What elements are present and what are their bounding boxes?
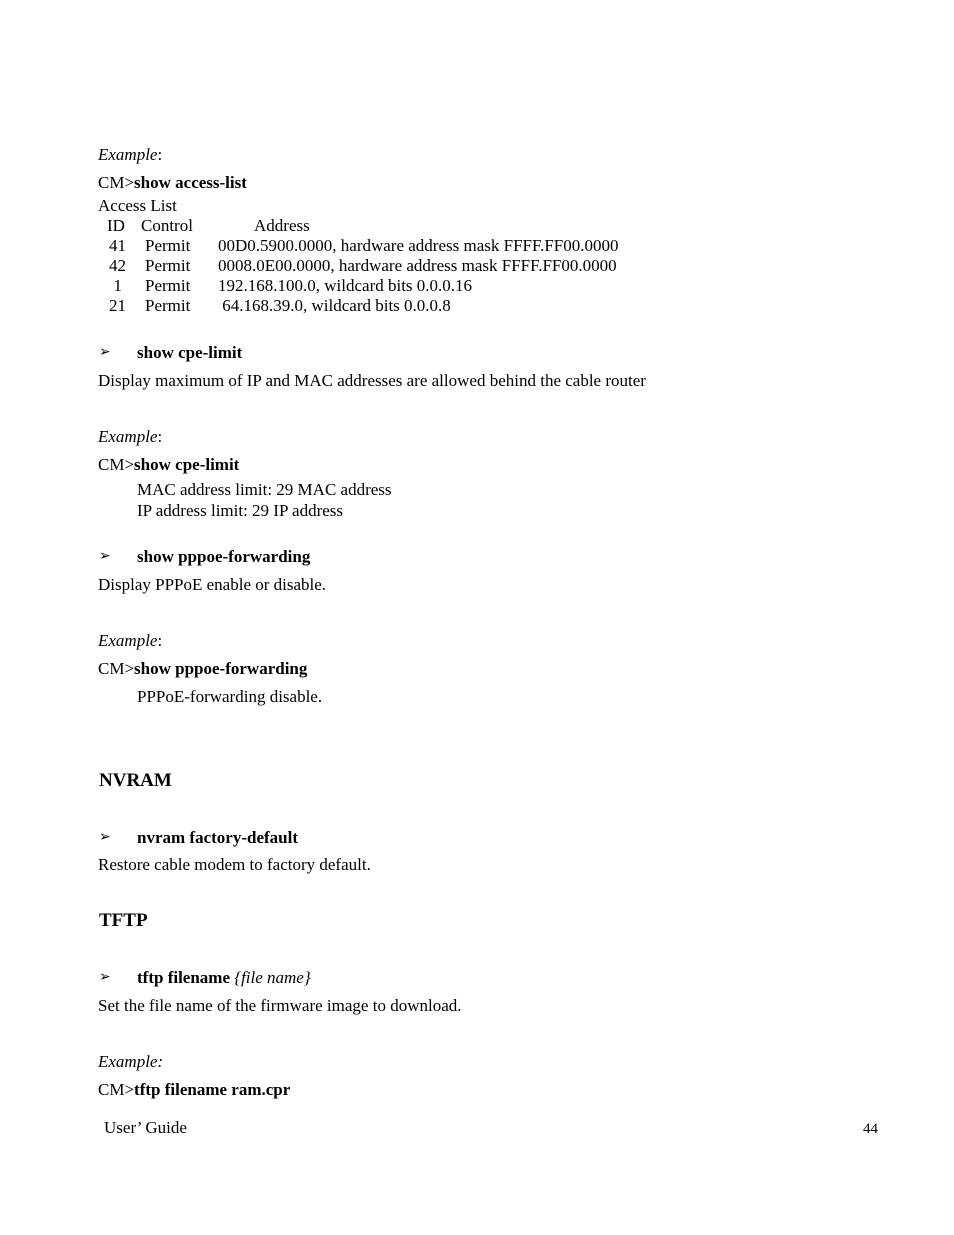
row-address: 0008.0E00.0000, hardware address mask FFFF.FF00.0000 bbox=[218, 256, 617, 275]
example-label-tftp: Example: bbox=[98, 1052, 164, 1071]
row-address: 00D0.5900.0000, hardware address mask FFFF.FF00.0000 bbox=[218, 236, 619, 255]
section-heading-nvram: NVRAM bbox=[99, 770, 172, 791]
output-line: IP address limit: 29 IP address bbox=[137, 501, 344, 520]
header-address: Address bbox=[254, 216, 310, 235]
command-line-access-list: CM>show access-list bbox=[98, 173, 247, 192]
description-cpe-limit: Display maximum of IP and MAC addresses are allowed behind the cable router bbox=[98, 371, 646, 390]
row-address: 192.168.100.0, wildcard bits 0.0.0.16 bbox=[218, 276, 473, 295]
description-tftp: Set the file name of the firmware image to download. bbox=[98, 996, 462, 1015]
row-address: 64.168.39.0, wildcard bits 0.0.0.8 bbox=[218, 296, 451, 315]
row-control: Permit bbox=[145, 256, 191, 275]
arrow-bullet-icon: ➢ bbox=[99, 970, 111, 985]
row-id: 42 bbox=[109, 256, 126, 275]
example-label-pppoe: Example: bbox=[98, 631, 163, 650]
access-list-title: Access List bbox=[98, 196, 177, 215]
command-title-pppoe: show pppoe-forwarding bbox=[137, 547, 311, 566]
row-control: Permit bbox=[145, 296, 191, 315]
row-id: 1 bbox=[113, 276, 122, 295]
row-control: Permit bbox=[145, 276, 191, 295]
arrow-bullet-icon: ➢ bbox=[99, 549, 111, 564]
header-control: Control bbox=[141, 216, 193, 235]
example-label-access-list: Example: bbox=[98, 145, 163, 164]
command-line-tftp: CM>tftp filename ram.cpr bbox=[98, 1080, 291, 1099]
row-control: Permit bbox=[145, 236, 191, 255]
command-line-pppoe: CM>show pppoe-forwarding bbox=[98, 659, 308, 678]
arrow-bullet-icon: ➢ bbox=[99, 830, 111, 845]
command-title-nvram: nvram factory-default bbox=[137, 828, 298, 847]
command-title-cpe-limit: show cpe-limit bbox=[137, 343, 243, 362]
section-heading-tftp: TFTP bbox=[99, 910, 148, 931]
example-label-cpe-limit: Example: bbox=[98, 427, 163, 446]
description-nvram: Restore cable modem to factory default. bbox=[98, 855, 371, 874]
row-id: 41 bbox=[109, 236, 126, 255]
output-pppoe: PPPoE-forwarding disable. bbox=[137, 687, 323, 706]
output-line: MAC address limit: 29 MAC address bbox=[137, 480, 392, 499]
page-number: 44 bbox=[863, 1121, 878, 1137]
header-id: ID bbox=[107, 216, 125, 235]
footer-guide-label: User’ Guide bbox=[104, 1118, 187, 1137]
command-title-tftp: tftp filename {file name} bbox=[137, 968, 311, 987]
arrow-bullet-icon: ➢ bbox=[99, 345, 111, 360]
row-id: 21 bbox=[109, 296, 126, 315]
description-pppoe: Display PPPoE enable or disable. bbox=[98, 575, 327, 594]
command-line-cpe-limit: CM>show cpe-limit bbox=[98, 455, 240, 474]
